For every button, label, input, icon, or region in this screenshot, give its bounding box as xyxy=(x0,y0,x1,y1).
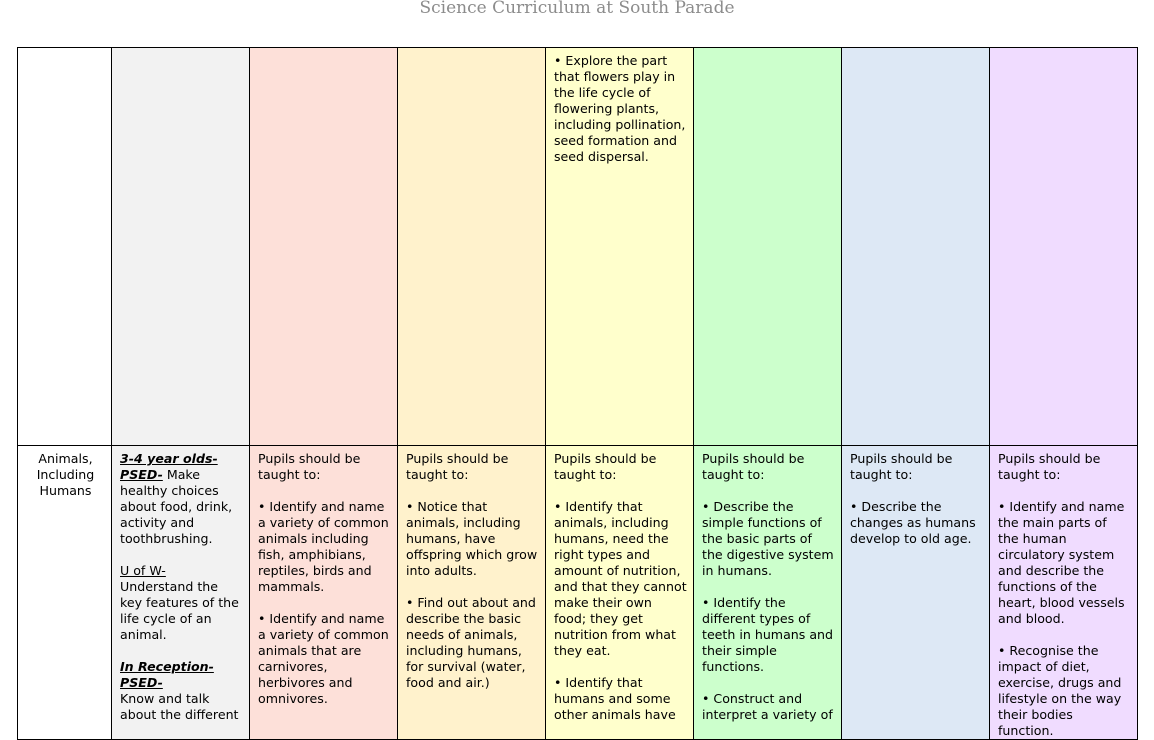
eyfs-text: Make healthy choices about food, drink, activity and toothbrushing. xyxy=(120,467,233,546)
intro-text: Pupils should be taught to: xyxy=(998,451,1101,482)
year5-cell xyxy=(842,446,990,740)
intro-text: Pupils should be taught to: xyxy=(406,451,509,482)
eyfs-heading xyxy=(120,659,243,723)
bullet-point: • Describe the changes as humans develop to old age. xyxy=(850,499,976,546)
eyfs-heading xyxy=(120,451,243,547)
year4-cell xyxy=(694,446,842,740)
intro-text: Pupils should be taught to: xyxy=(554,451,657,482)
bullet-point: • Identify and name a variety of common animals including fish, amphibians, reptiles, birds and mammals. xyxy=(258,499,389,594)
bullet-point: • Explore the part that flowers play in the life cycle of flowering plants, including pollination, seed formation and seed dispersal. xyxy=(554,53,686,164)
curriculum-table xyxy=(17,47,1138,740)
bullet-point: • Describe the simple functions of the basic parts of the digestive system in humans. xyxy=(702,499,834,578)
bullet-point: • Identify and name a variety of common animals that are carnivores, herbivores and omnivores. xyxy=(258,611,389,706)
table-row-plants-continued xyxy=(18,48,1138,446)
year3-cell xyxy=(546,48,694,446)
bullet-point: • Identify and name the main parts of the human circulatory system and describe the functions of the heart, blood vessels and blood. xyxy=(998,499,1125,626)
intro-text: Pupils should be taught to: xyxy=(850,451,953,482)
eyfs-text: Know and talk about the different xyxy=(120,691,239,722)
eyfs-cell xyxy=(112,446,250,740)
bullet-point: • Identify that humans and some other animals have xyxy=(554,675,676,722)
year4-cell xyxy=(694,48,842,446)
bullet-point: • Identify that animals, including humans, need the right types and amount of nutrition, and that they cannot make their own food; they get nutrition from what they eat. xyxy=(554,499,687,658)
bullet-point: • Notice that animals, including humans, have offspring which grow into adults. xyxy=(406,499,538,578)
year1-cell xyxy=(250,446,398,740)
year5-cell xyxy=(842,48,990,446)
topic-label: Animals, Including Humans xyxy=(36,451,95,498)
page-title: Science Curriculum at South Parade xyxy=(419,0,735,18)
year1-cell xyxy=(250,48,398,446)
year6-cell xyxy=(990,48,1138,446)
topic-cell xyxy=(18,48,112,446)
bullet-point: • Recognise the impact of diet, exercise, drugs and lifestyle on the way their bodies function. xyxy=(998,643,1122,738)
eyfs-age-heading: In Reception- xyxy=(120,659,214,674)
year2-cell xyxy=(398,48,546,446)
year3-cell xyxy=(546,446,694,740)
eyfs-area-heading: U of W- xyxy=(120,563,166,578)
eyfs-heading xyxy=(120,563,243,643)
eyfs-cell xyxy=(112,48,250,446)
year2-cell xyxy=(398,446,546,740)
bullet-point: • Construct and interpret a variety of xyxy=(702,691,833,722)
year6-cell xyxy=(990,446,1138,740)
eyfs-area-heading: PSED- xyxy=(120,675,163,690)
intro-text: Pupils should be taught to: xyxy=(258,451,361,482)
topic-cell xyxy=(18,446,112,740)
table-row-animals xyxy=(18,446,1138,740)
intro-text: Pupils should be taught to: xyxy=(702,451,805,482)
bullet-point: • Find out about and describe the basic needs of animals, including humans, for survival (water, food and air.) xyxy=(406,595,536,690)
eyfs-area-heading: PSED- xyxy=(120,467,163,482)
eyfs-text: Understand the key features of the life cycle of an animal. xyxy=(120,579,239,642)
eyfs-age-heading: 3-4 year olds- xyxy=(120,451,218,466)
bullet-point: • Identify the different types of teeth in humans and their simple functions. xyxy=(702,595,834,674)
